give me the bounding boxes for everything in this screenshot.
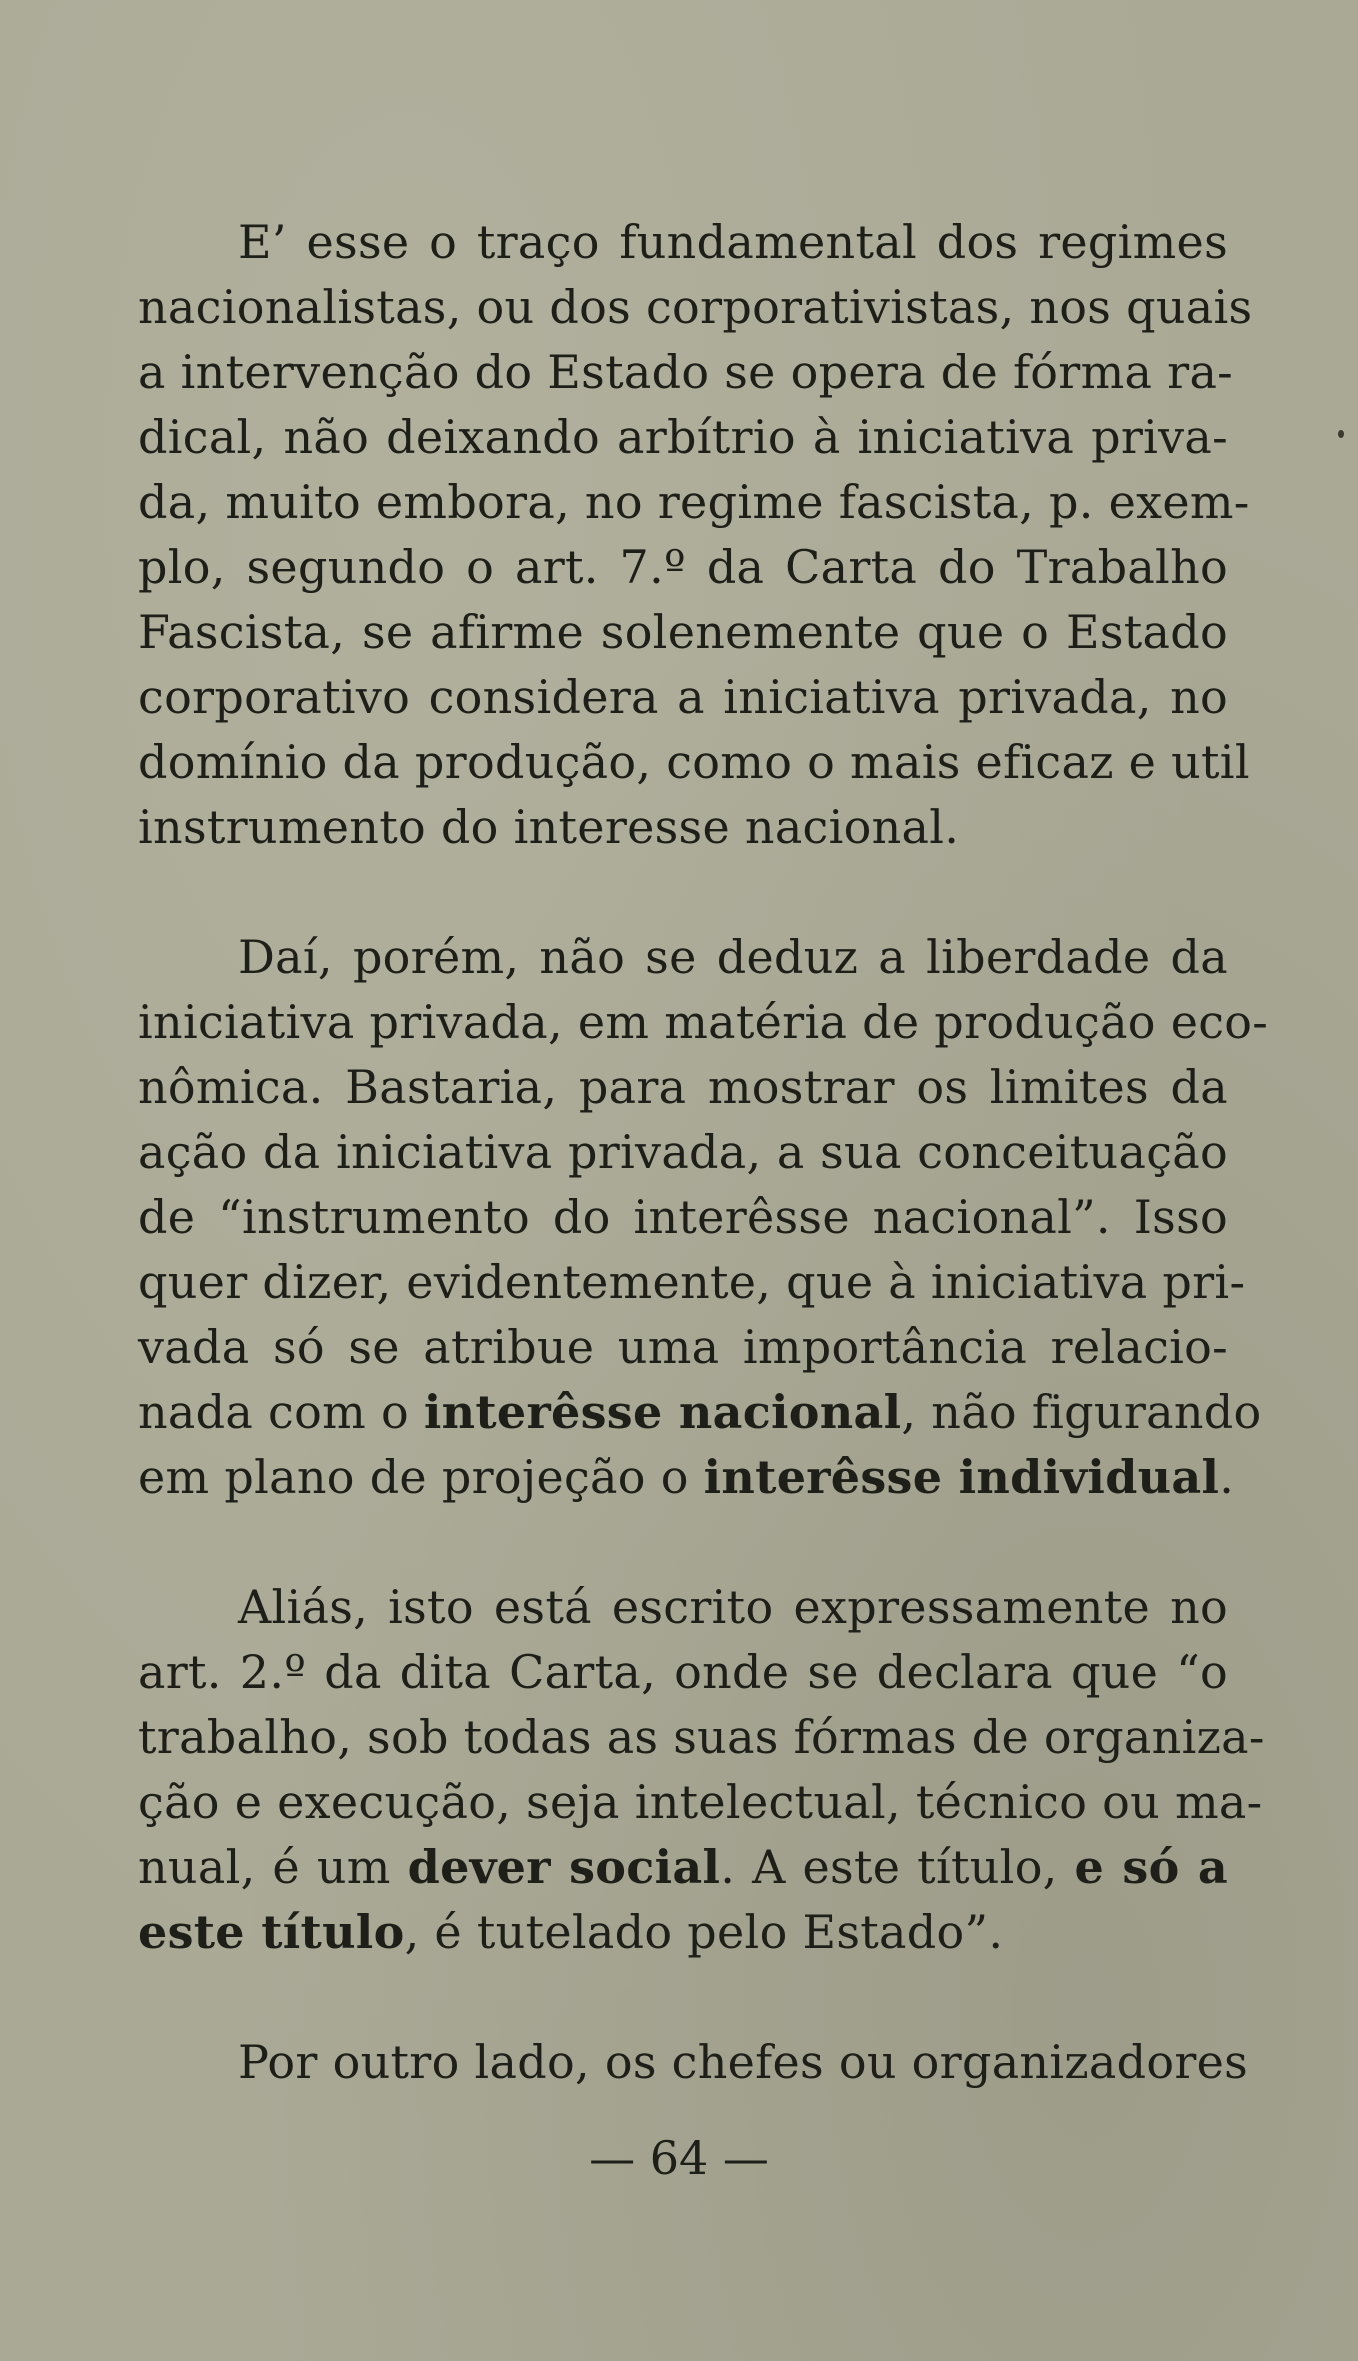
paragraph-1 xyxy=(138,210,1253,860)
text-line: domínio da produção, como o mais eficaz e util xyxy=(138,735,1250,789)
text-line xyxy=(138,1835,1228,1900)
text-run: nada com o xyxy=(138,1385,424,1439)
text-line: Daí, porém, não se deduz a liberdade da xyxy=(238,930,1228,984)
paragraph-3 xyxy=(138,1575,1265,1965)
text-run: em plano de projeção o xyxy=(138,1450,704,1504)
text-run: nual, é um xyxy=(138,1840,408,1894)
emphasis-text: dever social xyxy=(407,1840,721,1894)
emphasis-text: este título xyxy=(138,1905,405,1959)
text-line: dical, não deixando arbítrio à iniciativa priva- xyxy=(138,410,1228,464)
text-line: quer dizer, evidentemente, que à iniciativa pri- xyxy=(138,1255,1246,1309)
text-line: Aliás, isto está escrito expressamente no xyxy=(238,1580,1228,1634)
ink-speck xyxy=(1338,430,1344,438)
text-line: iniciativa privada, em matéria de produção eco- xyxy=(138,995,1269,1049)
text-run: , não figurando xyxy=(901,1385,1262,1439)
text-line xyxy=(138,1380,1262,1445)
text-run: . xyxy=(1219,1450,1235,1504)
text-line: trabalho, sob todas as suas fórmas de organiza- xyxy=(138,1710,1265,1764)
text-line xyxy=(138,1445,1235,1510)
emphasis-text: interêsse nacional xyxy=(423,1385,902,1439)
text-line: plo, segundo o art. 7.º da Carta do Trabalho xyxy=(138,540,1228,594)
emphasis-text: interêsse individual xyxy=(703,1450,1220,1504)
text-run: , é tutelado pelo Estado”. xyxy=(404,1905,1004,1959)
text-line: nômica. Bastaria, para mostrar os limites da xyxy=(138,1060,1228,1114)
text-run: . A este título, xyxy=(720,1840,1075,1894)
text-line xyxy=(138,1900,1228,1965)
text-line: Fascista, se afirme solenemente que o Estado xyxy=(138,605,1228,659)
text-line: ção e execução, seja intelectual, técnico ou ma- xyxy=(138,1775,1263,1829)
text-line: E’ esse o traço fundamental dos regimes xyxy=(238,215,1228,269)
text-line: nacionalistas, ou dos corporativistas, nos quais xyxy=(138,280,1253,334)
text-line: art. 2.º da dita Carta, onde se declara que “o xyxy=(138,1645,1228,1699)
text-line: a intervenção do Estado se opera de fórma ra- xyxy=(138,345,1234,399)
text-line: ação da iniciativa privada, a sua conceituação xyxy=(138,1125,1228,1179)
body-text xyxy=(138,210,1269,2095)
text-line: instrumento do interesse nacional. xyxy=(138,800,960,854)
page-number: — 64 — xyxy=(589,2131,769,2185)
paragraph-2 xyxy=(138,925,1269,1510)
text-line: da, muito embora, no regime fascista, p. exem- xyxy=(138,475,1250,529)
text-line: de “instrumento do interêsse nacional”. Isso xyxy=(138,1190,1228,1244)
paragraph-4 xyxy=(138,2030,1249,2095)
text-line: Por outro lado, os chefes ou organizadores xyxy=(238,2035,1249,2089)
text-line: vada só se atribue uma importância relacio- xyxy=(138,1320,1228,1374)
emphasis-text: e só a xyxy=(1074,1840,1228,1894)
text-line: corporativo considera a iniciativa privada, no xyxy=(138,670,1228,724)
